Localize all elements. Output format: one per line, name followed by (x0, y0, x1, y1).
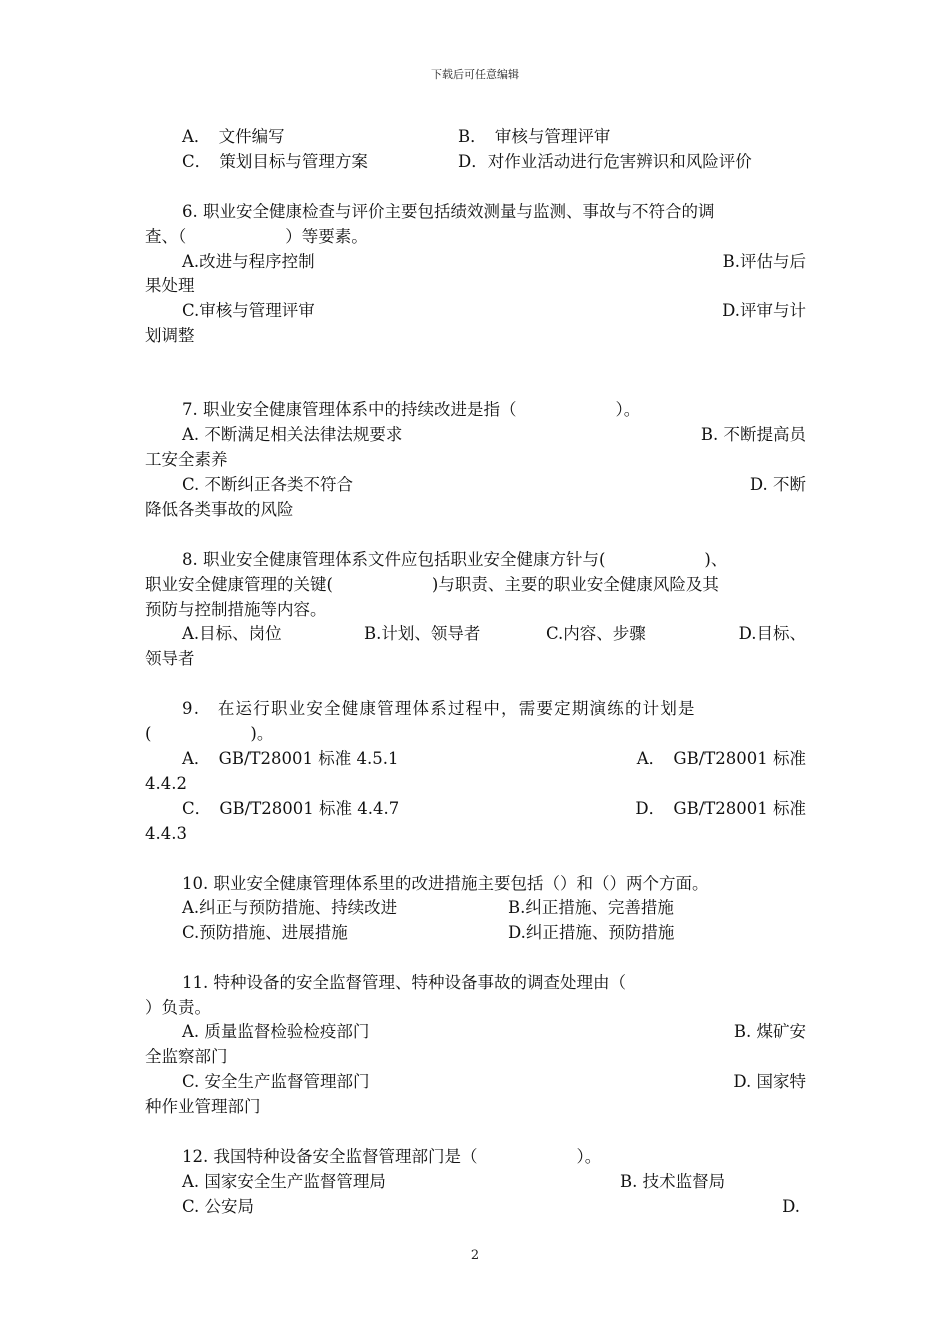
q6-option-c: C.审核与管理评审 (182, 301, 315, 320)
q8-option-c: C.内容、步骤 (546, 624, 646, 643)
q8-option-a: A.目标、岗位 (182, 624, 282, 643)
q7-option-b-continued: 工安全素养 (145, 450, 228, 469)
q9-stem-line-1: 9. 在运行职业安全健康管理体系过程中，需要定期演练的计划是 (182, 699, 696, 718)
q9-option-d-continued: 4.4.3 (145, 824, 187, 843)
q5-option-c: C． 策划目标与管理方案 (182, 152, 368, 171)
q11-option-b: B. 煤矿安 (733, 1022, 806, 1041)
q9-option-b-continued: 4.4.2 (145, 774, 187, 793)
q9-option-b: A． GB/T28001 标准 (636, 749, 806, 768)
q10-option-b: B.纠正措施、完善措施 (508, 898, 674, 917)
q8-option-d-continued: 领导者 (145, 649, 195, 668)
q10-stem: 10. 职业安全健康管理体系里的改进措施主要包括（）和（）两个方面。 (182, 874, 709, 893)
q7-option-d: D. 不断 (749, 475, 806, 494)
q6-option-d: D.评审与计 (722, 301, 806, 320)
q7-option-d-continued: 降低各类事故的风险 (145, 500, 294, 519)
q6-option-b-continued: 果处理 (145, 276, 195, 295)
q5-option-d: D．对作业活动进行危害辨识和风险评价 (458, 152, 752, 171)
q9-option-c: C． GB/T28001 标准 4.4.7 (182, 799, 400, 818)
q11-option-d: D. 国家特 (733, 1072, 806, 1091)
q8-stem-line-2: 职业安全健康管理的关键( )与职责、主要的职业安全健康风险及其 (145, 575, 719, 594)
q8-option-d: D.目标、 (738, 624, 806, 643)
page-header: 下载后可任意编辑 (431, 68, 519, 81)
q5-option-b: B． 审核与管理评审 (458, 127, 611, 146)
q12-option-c: C. 公安局 (182, 1197, 255, 1216)
q11-option-a: A. 质量监督检验检疫部门 (182, 1022, 370, 1041)
q5-option-a: A． 文件编写 (182, 127, 285, 146)
q10-option-c: C.预防措施、进展措施 (182, 923, 348, 942)
q6-stem-line-1: 6. 职业安全健康检查与评价主要包括绩效测量与监测、事故与不符合的调 (182, 202, 715, 221)
q12-stem: 12. 我国特种设备安全监督管理部门是（ ）。 (182, 1147, 602, 1166)
q11-option-d-continued: 种作业管理部门 (145, 1097, 261, 1116)
q12-option-d: D. (782, 1197, 800, 1216)
q7-option-b: B. 不断提高员 (700, 425, 806, 444)
q8-stem-line-1: 8. 职业安全健康管理体系文件应包括职业安全健康方针与( )、 (182, 550, 728, 569)
q7-stem: 7. 职业安全健康管理体系中的持续改进是指（ ）。 (182, 400, 641, 419)
q7-option-c: C. 不断纠正各类不符合 (182, 475, 354, 494)
q12-option-b: B. 技术监督局 (620, 1172, 726, 1191)
q10-option-d: D.纠正措施、预防措施 (508, 923, 675, 942)
q11-stem-line-2: ）负责。 (145, 998, 211, 1017)
q7-option-a: A. 不断满足相关法律法规要求 (182, 425, 403, 444)
q6-option-d-continued: 划调整 (145, 326, 195, 345)
q6-stem-line-2: 查、（ ）等要素。 (145, 227, 368, 246)
q9-stem-line-2: ( )。 (145, 724, 274, 743)
page-number: 2 (470, 1248, 480, 1263)
q9-option-a: A． GB/T28001 标准 4.5.1 (182, 749, 399, 768)
q12-option-a: A. 国家安全生产监督管理局 (182, 1172, 386, 1191)
q9-option-d: D． GB/T28001 标准 (635, 799, 806, 818)
q11-stem-line-1: 11. 特种设备的安全监督管理、特种设备事故的调查处理由（ (182, 973, 626, 992)
q6-option-a: A.改进与程序控制 (182, 252, 315, 271)
q11-option-b-continued: 全监察部门 (145, 1047, 228, 1066)
q10-option-a: A.纠正与预防措施、持续改进 (182, 898, 398, 917)
q8-stem-line-3: 预防与控制措施等内容。 (145, 600, 327, 619)
q6-option-b: B.评估与后 (722, 252, 806, 271)
q11-option-c: C. 安全生产监督管理部门 (182, 1072, 370, 1091)
q8-option-b: B.计划、领导者 (364, 624, 481, 643)
